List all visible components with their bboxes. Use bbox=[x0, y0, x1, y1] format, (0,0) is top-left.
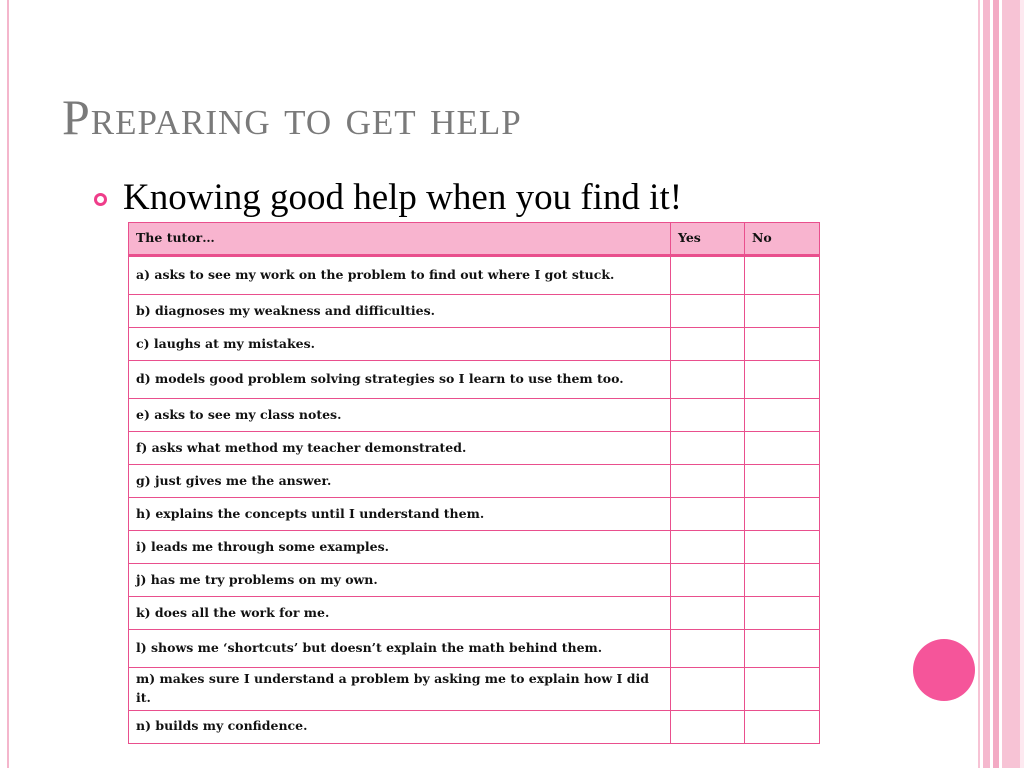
bullet-circle-icon bbox=[94, 193, 107, 206]
row-statement: d) models good problem solving strategies so I learn to use them too. bbox=[129, 361, 671, 399]
no-cell[interactable] bbox=[745, 399, 820, 432]
no-cell[interactable] bbox=[745, 361, 820, 399]
table-row bbox=[129, 630, 820, 668]
table-header-row bbox=[129, 223, 820, 256]
yes-cell[interactable] bbox=[671, 361, 745, 399]
table-row bbox=[129, 399, 820, 432]
table-row bbox=[129, 256, 820, 295]
table-row bbox=[129, 328, 820, 361]
no-cell[interactable] bbox=[745, 256, 820, 295]
no-cell[interactable] bbox=[745, 630, 820, 668]
right-stripe-2 bbox=[983, 0, 990, 768]
yes-cell[interactable] bbox=[671, 597, 745, 630]
table-row bbox=[129, 531, 820, 564]
yes-cell[interactable] bbox=[671, 328, 745, 361]
slide-title: Preparing to get help bbox=[62, 89, 522, 145]
table-row bbox=[129, 295, 820, 328]
row-statement: e) asks to see my class notes. bbox=[129, 399, 671, 432]
no-cell[interactable] bbox=[745, 531, 820, 564]
table-row bbox=[129, 498, 820, 531]
yes-cell[interactable] bbox=[671, 465, 745, 498]
row-statement: n) builds my confidence. bbox=[129, 710, 671, 743]
yes-cell[interactable] bbox=[671, 564, 745, 597]
no-cell[interactable] bbox=[745, 465, 820, 498]
table-row bbox=[129, 710, 820, 743]
yes-cell[interactable] bbox=[671, 710, 745, 743]
table-row bbox=[129, 597, 820, 630]
right-stripe-5 bbox=[1020, 0, 1024, 768]
bullet-text: Knowing good help when you find it! bbox=[123, 177, 683, 218]
row-statement: l) shows me ‘shortcuts’ but doesn’t explain the math behind them. bbox=[129, 630, 671, 668]
bullet-item bbox=[94, 179, 682, 216]
left-border-line bbox=[7, 0, 9, 768]
no-cell[interactable] bbox=[745, 432, 820, 465]
row-statement: i) leads me through some examples. bbox=[129, 531, 671, 564]
row-statement: g) just gives me the answer. bbox=[129, 465, 671, 498]
yes-cell[interactable] bbox=[671, 630, 745, 668]
right-stripe-4 bbox=[1002, 0, 1020, 768]
header-yes: Yes bbox=[671, 223, 745, 256]
yes-cell[interactable] bbox=[671, 399, 745, 432]
header-the-tutor: The tutor… bbox=[129, 223, 671, 256]
row-statement: k) does all the work for me. bbox=[129, 597, 671, 630]
row-statement: j) has me try problems on my own. bbox=[129, 564, 671, 597]
tutor-checklist-table bbox=[128, 222, 820, 744]
yes-cell[interactable] bbox=[671, 432, 745, 465]
right-stripe-1 bbox=[978, 0, 980, 768]
table-row bbox=[129, 432, 820, 465]
row-statement: f) asks what method my teacher demonstrated. bbox=[129, 432, 671, 465]
yes-cell[interactable] bbox=[671, 498, 745, 531]
no-cell[interactable] bbox=[745, 564, 820, 597]
row-statement: b) diagnoses my weakness and difficulties. bbox=[129, 295, 671, 328]
right-stripe-3 bbox=[993, 0, 999, 768]
yes-cell[interactable] bbox=[671, 256, 745, 295]
yes-cell[interactable] bbox=[671, 531, 745, 564]
row-statement: h) explains the concepts until I understand them. bbox=[129, 498, 671, 531]
table-row bbox=[129, 668, 820, 711]
no-cell[interactable] bbox=[745, 328, 820, 361]
no-cell[interactable] bbox=[745, 710, 820, 743]
no-cell[interactable] bbox=[745, 597, 820, 630]
row-statement: m) makes sure I understand a problem by asking me to explain how I did it. bbox=[129, 668, 671, 711]
row-statement: c) laughs at my mistakes. bbox=[129, 328, 671, 361]
header-no: No bbox=[745, 223, 820, 256]
no-cell[interactable] bbox=[745, 295, 820, 328]
no-cell[interactable] bbox=[745, 498, 820, 531]
table-row bbox=[129, 361, 820, 399]
no-cell[interactable] bbox=[745, 668, 820, 711]
table-row bbox=[129, 564, 820, 597]
yes-cell[interactable] bbox=[671, 668, 745, 711]
table-row bbox=[129, 465, 820, 498]
row-statement: a) asks to see my work on the problem to find out where I got stuck. bbox=[129, 256, 671, 295]
yes-cell[interactable] bbox=[671, 295, 745, 328]
decorative-pink-circle bbox=[913, 639, 975, 701]
